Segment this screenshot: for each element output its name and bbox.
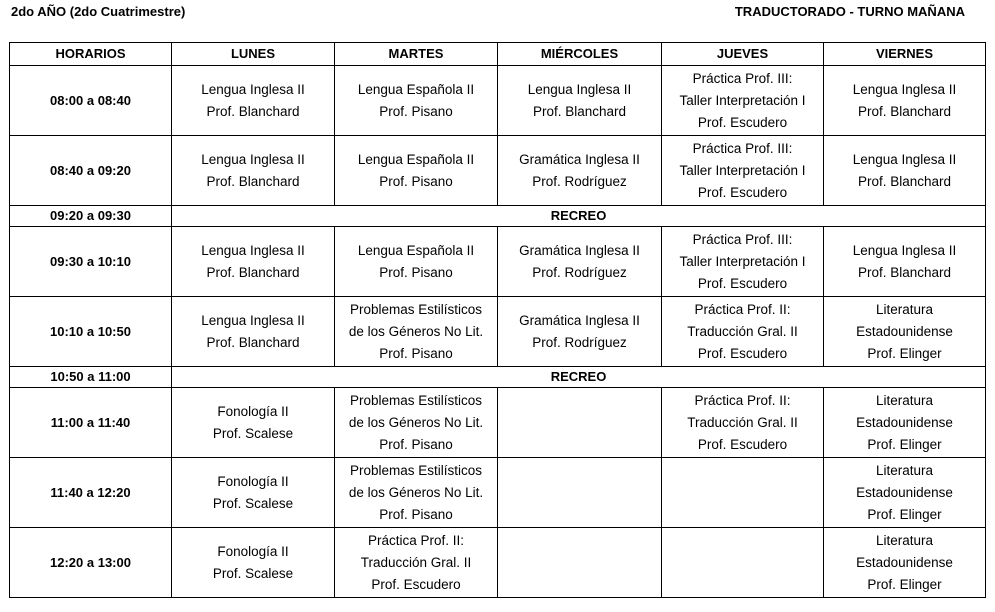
class-cell — [335, 388, 498, 458]
class-cell-line: Lengua Inglesa II — [201, 151, 305, 167]
class-cell-line: Prof. Escudero — [697, 345, 788, 361]
class-cell — [498, 136, 662, 206]
time-slot: 08:00 a 08:40 — [10, 66, 172, 136]
class-cell-line: de los Géneros No Lit. — [348, 484, 484, 500]
class-cell-line: Literatura — [875, 301, 934, 317]
class-cell-line: Prof. Rodríguez — [532, 264, 627, 280]
class-cell-line: Lengua Española II — [357, 81, 475, 97]
class-cell — [824, 528, 986, 598]
class-cell-line: Prof. Blanchard — [206, 334, 300, 350]
class-cell — [498, 297, 662, 367]
class-cell-line: Prof. Blanchard — [206, 173, 300, 189]
class-cell-line: Prof. Blanchard — [532, 103, 627, 119]
class-cell-line: Problemas Estilísticos — [349, 462, 483, 478]
time-slot: 11:00 a 11:40 — [10, 388, 172, 458]
table-row — [10, 66, 986, 136]
column-header-miercoles: MIÉRCOLES — [498, 43, 662, 66]
class-cell — [498, 66, 662, 136]
class-cell-line: Taller Interpretación I — [679, 92, 806, 108]
class-cell-line: Literatura — [875, 462, 934, 478]
class-cell-line: Fonología II — [217, 543, 289, 559]
class-cell — [335, 227, 498, 297]
time-slot: 09:30 a 10:10 — [10, 227, 172, 297]
class-cell-line: Prof. Blanchard — [857, 103, 952, 119]
class-cell — [335, 66, 498, 136]
class-cell — [824, 297, 986, 367]
class-cell — [172, 458, 335, 528]
class-cell-line: Lengua Española II — [357, 242, 475, 258]
document-title: 2do AÑO (2do Cuatrimestre) — [11, 4, 186, 19]
class-cell-line: Prof. Pisano — [379, 506, 453, 522]
class-cell — [662, 136, 824, 206]
class-cell-line: Prof. Escudero — [697, 275, 788, 291]
class-cell-line: Gramática Inglesa II — [519, 151, 640, 167]
class-cell-line: Gramática Inglesa II — [519, 242, 640, 258]
class-cell — [662, 388, 824, 458]
schedule-table — [9, 42, 986, 598]
class-cell-line: Estadounidense — [856, 323, 953, 339]
class-cell-line: Prof. Pisano — [379, 264, 453, 280]
class-cell-line: Lengua Inglesa II — [852, 151, 957, 167]
schedule-body — [10, 66, 986, 598]
class-cell — [498, 528, 662, 598]
class-cell — [172, 528, 335, 598]
class-cell — [662, 66, 824, 136]
class-cell-line: Problemas Estilísticos — [349, 392, 483, 408]
class-cell — [662, 458, 824, 528]
class-cell — [824, 458, 986, 528]
break-label: RECREO — [172, 206, 986, 227]
break-row — [10, 206, 986, 227]
class-cell-line: Literatura — [875, 532, 934, 548]
class-cell-line: Práctica Prof. II: — [694, 301, 791, 317]
table-row — [10, 297, 986, 367]
class-cell-line: Fonología II — [217, 403, 289, 419]
class-cell-line: Gramática Inglesa II — [519, 312, 640, 328]
class-cell-line: Lengua Inglesa II — [201, 81, 305, 97]
class-cell — [662, 297, 824, 367]
class-cell — [335, 136, 498, 206]
class-cell — [335, 458, 498, 528]
column-header-horarios: HORARIOS — [10, 43, 172, 66]
class-cell — [824, 66, 986, 136]
column-header-lunes: LUNES — [172, 43, 335, 66]
class-cell-line: de los Géneros No Lit. — [348, 414, 484, 430]
class-cell — [172, 227, 335, 297]
time-slot: 10:50 a 11:00 — [10, 367, 172, 388]
class-cell — [172, 66, 335, 136]
class-cell — [335, 528, 498, 598]
column-header-jueves: JUEVES — [662, 43, 824, 66]
class-cell-line: Prof. Rodríguez — [532, 334, 627, 350]
class-cell-line: Prof. Scalese — [212, 495, 294, 511]
class-cell-line: Práctica Prof. II: — [694, 392, 791, 408]
class-cell — [335, 297, 498, 367]
column-header-viernes: VIERNES — [824, 43, 986, 66]
class-cell-line: Estadounidense — [856, 484, 953, 500]
class-cell-line: Prof. Blanchard — [206, 103, 300, 119]
class-cell-line: Prof. Scalese — [212, 565, 294, 581]
time-slot: 10:10 a 10:50 — [10, 297, 172, 367]
class-cell-line: Práctica Prof. III: — [692, 140, 793, 156]
class-cell-line: Prof. Pisano — [379, 345, 453, 361]
time-slot: 12:20 a 13:00 — [10, 528, 172, 598]
class-cell-line: Lengua Inglesa II — [527, 81, 632, 97]
table-row — [10, 136, 986, 206]
column-header-martes: MARTES — [335, 43, 498, 66]
header-row — [10, 43, 986, 66]
class-cell-line: Prof. Blanchard — [206, 264, 300, 280]
class-cell-line: Lengua Inglesa II — [852, 242, 957, 258]
class-cell-line: Prof. Escudero — [697, 114, 788, 130]
class-cell — [498, 458, 662, 528]
class-cell-line: Lengua Española II — [357, 151, 475, 167]
class-cell — [662, 528, 824, 598]
class-cell — [498, 227, 662, 297]
class-cell-line: Fonología II — [217, 473, 289, 489]
time-slot: 08:40 a 09:20 — [10, 136, 172, 206]
class-cell-line: Taller Interpretación I — [679, 253, 806, 269]
class-cell-line: Práctica Prof. III: — [692, 70, 793, 86]
table-row — [10, 227, 986, 297]
table-row — [10, 458, 986, 528]
document-subtitle: TRADUCTORADO - TURNO MAÑANA — [734, 4, 965, 19]
class-cell-line: Prof. Escudero — [697, 436, 788, 452]
class-cell-line: Estadounidense — [856, 414, 953, 430]
class-cell-line: Prof. Pisano — [379, 436, 453, 452]
table-row — [10, 388, 986, 458]
class-cell-line: Prof. Scalese — [212, 425, 294, 441]
class-cell-line: Prof. Elinger — [867, 506, 942, 522]
class-cell-line: Traducción Gral. II — [687, 414, 798, 430]
class-cell-line: Prof. Rodríguez — [532, 173, 627, 189]
class-cell — [172, 388, 335, 458]
class-cell — [824, 136, 986, 206]
time-slot: 11:40 a 12:20 — [10, 458, 172, 528]
class-cell-line: Prof. Blanchard — [857, 264, 952, 280]
class-cell — [172, 297, 335, 367]
class-cell-line: Estadounidense — [856, 554, 953, 570]
class-cell-line: Lengua Inglesa II — [201, 242, 305, 258]
class-cell-line: Prof. Elinger — [867, 576, 942, 592]
class-cell — [498, 388, 662, 458]
class-cell-line: Lengua Inglesa II — [852, 81, 957, 97]
table-row — [10, 528, 986, 598]
class-cell-line: Lengua Inglesa II — [201, 312, 305, 328]
break-label: RECREO — [172, 367, 986, 388]
class-cell-line: Traducción Gral. II — [687, 323, 798, 339]
class-cell-line: Prof. Escudero — [697, 184, 788, 200]
class-cell-line: Literatura — [875, 392, 934, 408]
class-cell — [662, 227, 824, 297]
class-cell-line: Prof. Escudero — [371, 576, 461, 592]
class-cell — [824, 227, 986, 297]
class-cell — [172, 136, 335, 206]
class-cell-line: Prof. Pisano — [379, 103, 453, 119]
break-row — [10, 367, 986, 388]
class-cell-line: Prof. Elinger — [867, 345, 942, 361]
class-cell-line: Problemas Estilísticos — [349, 301, 483, 317]
time-slot: 09:20 a 09:30 — [10, 206, 172, 227]
class-cell-line: Prof. Blanchard — [857, 173, 952, 189]
class-cell-line: Prof. Pisano — [379, 173, 453, 189]
class-cell-line: Taller Interpretación I — [679, 162, 806, 178]
class-cell-line: de los Géneros No Lit. — [348, 323, 484, 339]
class-cell-line: Práctica Prof. III: — [692, 231, 793, 247]
class-cell-line: Traducción Gral. II — [360, 554, 472, 570]
class-cell-line: Práctica Prof. II: — [367, 532, 465, 548]
class-cell-line: Prof. Elinger — [867, 436, 942, 452]
class-cell — [824, 388, 986, 458]
